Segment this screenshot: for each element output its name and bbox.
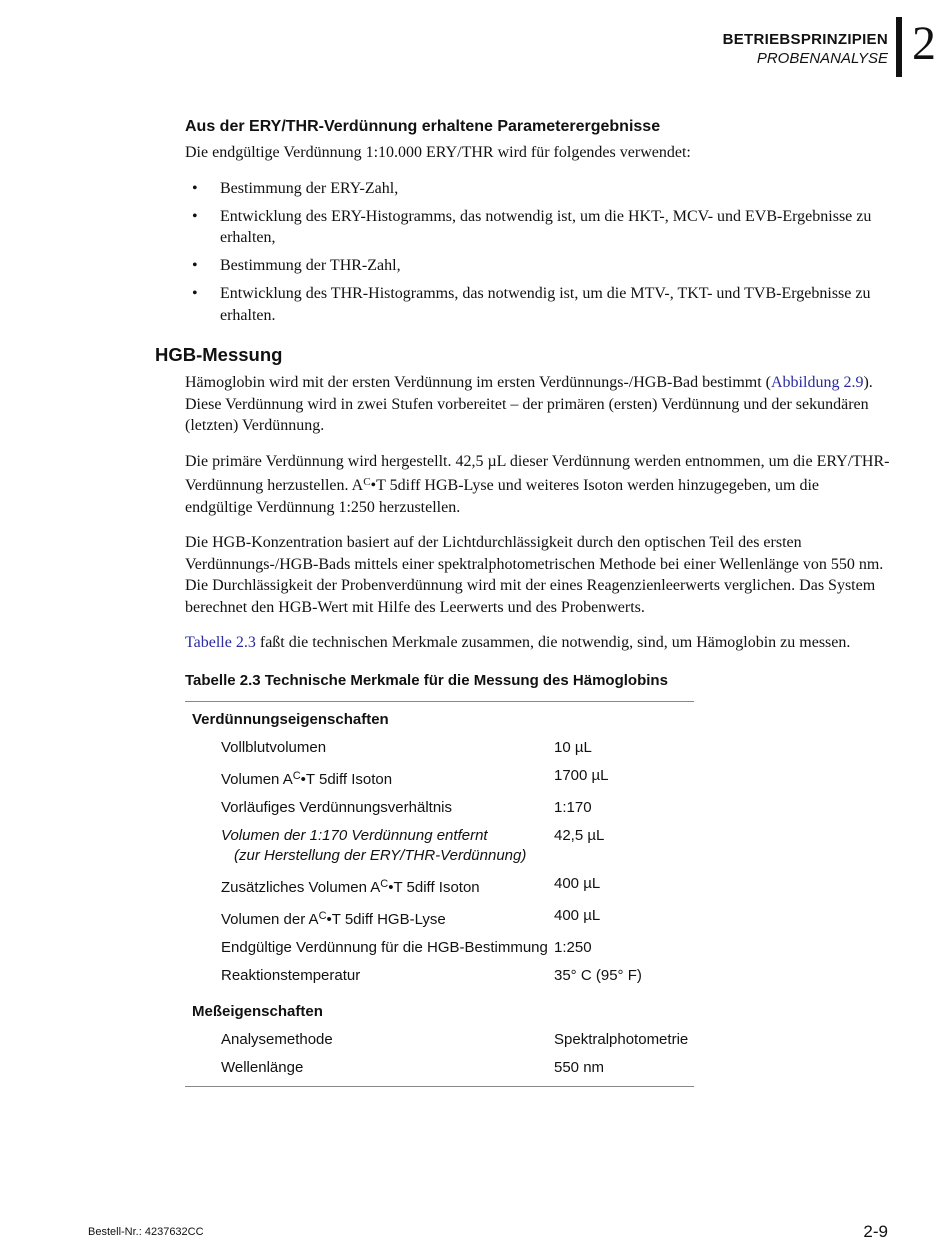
running-header [723, 30, 888, 68]
table-caption: Tabelle 2.3 Technische Merkmale für die Messung des Hämoglobins [185, 671, 668, 689]
table-row [185, 938, 694, 966]
page-content [155, 118, 890, 1087]
row-label: Reaktionstemperatur [221, 966, 361, 984]
row-value: 1:170 [554, 798, 592, 816]
list-item: • Entwicklung des THR-Histogramms, das notwendig ist, um die MTV-, TKT- und TVB-Ergebnisse zu erhalten. [185, 283, 890, 326]
label-part: Zusätzliches Volumen A [221, 878, 381, 896]
row-label: Vorläufiges Verdünnungsverhältnis [221, 798, 452, 816]
table-row [185, 874, 694, 906]
row-label [185, 826, 554, 874]
row-value: 1:250 [554, 938, 592, 956]
table-row [185, 966, 694, 994]
subsection-heading: Aus der ERY/THR-Verdünnung erhaltene Parameterergebnisse [185, 118, 661, 135]
paragraph-text: Hämoglobin wird mit der ersten Verdünnung im ersten Verdünnungs-/HGB-Bad bestimmt ( [185, 374, 771, 391]
row-value: 10 µL [554, 738, 592, 756]
table-row [185, 766, 694, 798]
paragraph-text: Die primäre Verdünnung wird hergestellt. 42,5 µL dieser Verdünnung werden entnommen, um die ERY/THR-Verdünnung herzustellen. A [185, 452, 890, 494]
row-value: 1700 µL [554, 766, 609, 784]
paragraph: Die HGB-Konzentration basiert auf der Lichtdurchlässigkeit durch den optischen Teil des ersten Verdünnungs-/HGB-Bads mittels einer spektralphotometrischen Methode bei einer Wellenlänge von 550 nm. Die Durchlässigkeit der Probenverdünnung wird mit der eines Reagenzienleerwerts verglichen. Das System berechnet den HGB-Wert mit Hilfe des Leerwerts und des Probenwerts. [185, 534, 884, 616]
page-number: 2-9 [863, 1222, 888, 1241]
label-part: •T 5diff Isoton [300, 770, 393, 788]
row-value: 35° C (95° F) [554, 966, 642, 984]
row-label: Endgültige Verdünnung für die HGB-Bestimmung [221, 938, 548, 956]
header-divider [896, 17, 902, 77]
paragraph [185, 451, 890, 519]
label-part: •T 5diff HGB-Lyse [326, 910, 446, 928]
table-group-row [185, 701, 694, 738]
list-item: • Bestimmung der THR-Zahl, [185, 255, 890, 277]
superscript: C [380, 877, 389, 890]
header-title: BETRIEBSPRINZIPIEN [722, 31, 888, 48]
table-row [185, 738, 694, 766]
superscript: C [363, 476, 371, 488]
label-part: Volumen der A [221, 910, 319, 928]
row-label: Vollblutvolumen [221, 738, 327, 756]
paragraph [185, 372, 890, 437]
row-label [185, 906, 554, 938]
header-subtitle: PROBENANALYSE [756, 50, 888, 67]
row-label [185, 874, 554, 906]
figure-link[interactable]: Abbildung 2.9 [771, 374, 864, 391]
paragraph-text: faßt die technischen Merkmale zusammen, die notwendig, sind, um Hämoglobin zu messen. [255, 634, 851, 651]
label-part: •T 5diff Isoton [388, 878, 480, 896]
label-line: (zur Herstellung der ERY/THR-Verdünnung) [234, 846, 527, 864]
bullet-list [185, 178, 890, 327]
table-row [185, 798, 694, 826]
table-row [185, 1058, 694, 1087]
superscript: C [292, 769, 301, 782]
table-link[interactable]: Tabelle 2.3 [185, 634, 256, 651]
row-label [185, 766, 554, 798]
paragraph [185, 632, 890, 654]
paragraph-text: ). Diese Verdünnung wird in zwei Stufen vorbereitet – der primären (ersten) Verdünnung und der sekundären (letzten) Verdünnung. [185, 374, 873, 434]
table-row [185, 826, 694, 874]
intro-paragraph: Die endgültige Verdünnung 1:10.000 ERY/THR wird für folgendes verwendet: [185, 144, 691, 161]
list-item: • Bestimmung der ERY-Zahl, [185, 178, 890, 200]
row-value: 42,5 µL [554, 826, 605, 844]
group-label: Meßeigenschaften [192, 1002, 323, 1020]
chapter-number: 2 [912, 17, 936, 70]
paragraph-text: •T 5diff HGB-Lyse und weiteres Isoton werden hinzugegeben, um die endgültige Verdünnung 1:250 herzustellen. [185, 477, 819, 516]
row-value: 550 nm [554, 1058, 605, 1076]
table-row [185, 906, 694, 938]
list-item: • Entwicklung des ERY-Histogramms, das notwendig ist, um die HKT-, MCV- und EVB-Ergebnisse zu erhalten, [185, 206, 890, 249]
row-value: 400 µL [554, 874, 601, 892]
section-heading: HGB-Messung [155, 344, 283, 365]
row-value: 400 µL [554, 906, 601, 924]
order-number: Bestell-Nr.: 4237632CC [88, 1226, 204, 1238]
specs-table [185, 701, 694, 1087]
table-group-row [185, 994, 694, 1030]
superscript: C [318, 909, 327, 922]
table-row [185, 1030, 694, 1058]
label-line: Volumen der 1:170 Verdünnung entfernt [221, 826, 488, 844]
label-part: Volumen A [221, 770, 293, 788]
row-label: Wellenlänge [221, 1058, 304, 1076]
row-value: Spektralphotometrie [554, 1030, 689, 1048]
group-label: Verdünnungseigenschaften [192, 710, 389, 728]
row-label: Analysemethode [221, 1030, 333, 1048]
